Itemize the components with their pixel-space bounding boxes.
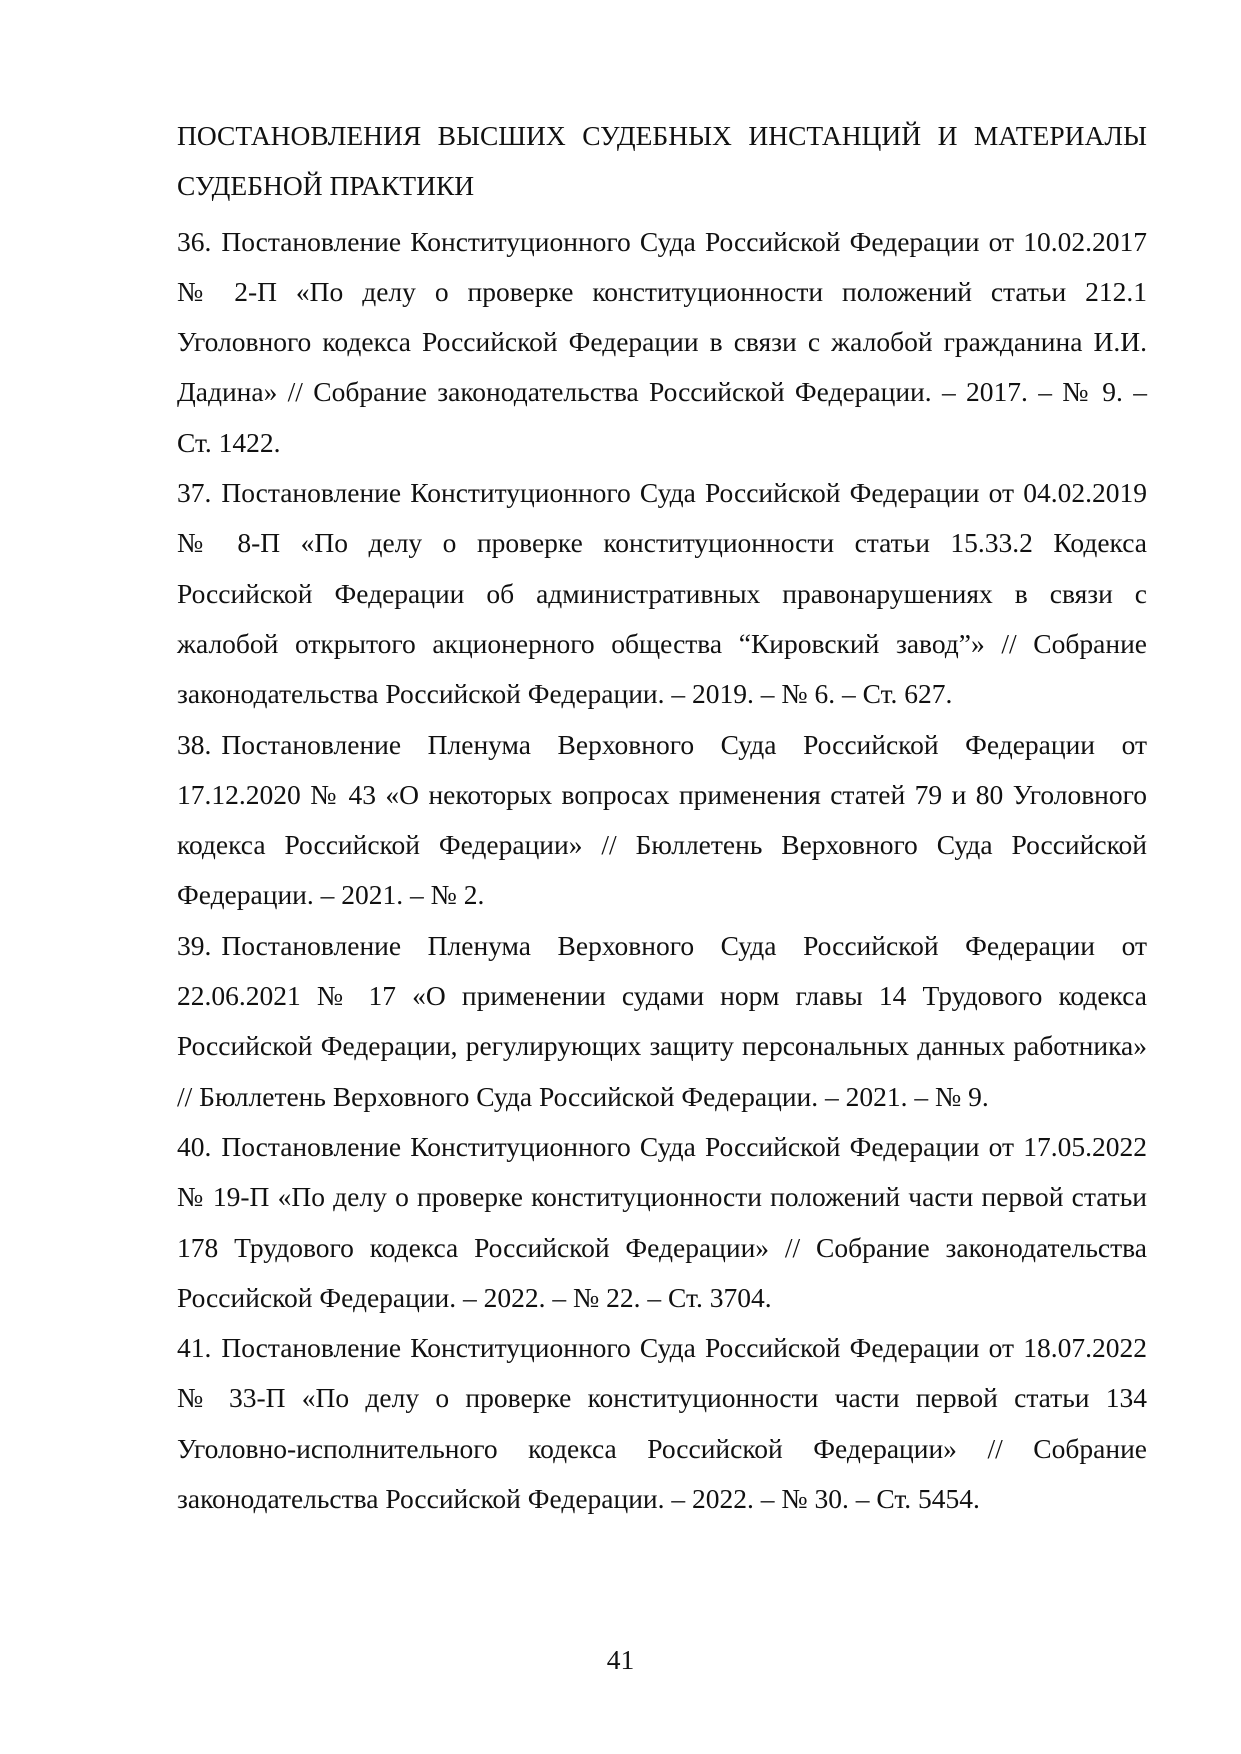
reference-text: Постановление Пленума Верховного Суда Российской Федерации от 17.12.2020 № 43 «О некоторых вопросах применения статей 79 и 80 Уголовного кодекса Российской Федерации» // Бюллетень Верховного Суда Российской Федерации. – 2021. – № 2. (177, 728, 1147, 911)
reference-text: Постановление Конституционного Суда Российской Федерации от 10.02.2017 № 2-П «По делу о проверке конституционности положений статьи 212.1 Уголовного кодекса Российской Федерации в связи с жалобой гражданина И.И. Дадина» // Собрание законодательства Российской Федерации. – 2017. – № 9. – Ст. 1422. (177, 225, 1147, 458)
reference-item (177, 217, 1147, 468)
reference-item (177, 468, 1147, 719)
reference-number: 41. (177, 1332, 212, 1364)
reference-number: 39. (177, 929, 212, 961)
reference-item (177, 720, 1147, 921)
reference-number: 38. (177, 728, 212, 760)
reference-text: Постановление Пленума Верховного Суда Российской Федерации от 22.06.2021 № 17 «О применении судами норм главы 14 Трудового кодекса Российской Федерации, регулирующих защиту персональных данных работника» // Бюллетень Верховного Суда Российской Федерации. – 2021. – № 9. (177, 929, 1147, 1112)
reference-number: 40. (177, 1130, 212, 1162)
reference-item (177, 1323, 1147, 1524)
page-content (177, 111, 1147, 1524)
reference-text: Постановление Конституционного Суда Российской Федерации от 17.05.2022 № 19-П «По делу о проверке конституционности положений части первой статьи 178 Трудового кодекса Российской Федерации» // Собрание законодательства Российской Федерации. – 2022. – № 22. – Ст. 3704. (177, 1130, 1147, 1313)
reference-number: 37. (177, 477, 212, 509)
reference-text: Постановление Конституционного Суда Российской Федерации от 18.07.2022 № 33-П «По делу о проверке конституционности части первой статьи 134 Уголовно-исполнительного кодекса Российской Федерации» // Собрание законодательства Российской Федерации. – 2022. – № 30. – Ст. 5454. (177, 1332, 1147, 1515)
page-number: 41 (606, 1644, 635, 1675)
reference-item (177, 1122, 1147, 1323)
reference-text: Постановление Конституционного Суда Российской Федерации от 04.02.2019 № 8-П «По делу о проверке конституционности статьи 15.33.2 Кодекса Российской Федерации об административных правонарушениях в связи с жалобой открытого акционерного общества “Кировский завод”» // Собрание законодательства Российской Федерации. – 2019. – № 6. – Ст. 627. (177, 477, 1147, 710)
reference-number: 36. (177, 225, 212, 257)
reference-item (177, 921, 1147, 1122)
section-heading: ПОСТАНОВЛЕНИЯ ВЫСШИХ СУДЕБНЫХ ИНСТАНЦИЙ И МАТЕРИАЛЫ СУДЕБНОЙ ПРАКТИКИ (177, 120, 1147, 202)
